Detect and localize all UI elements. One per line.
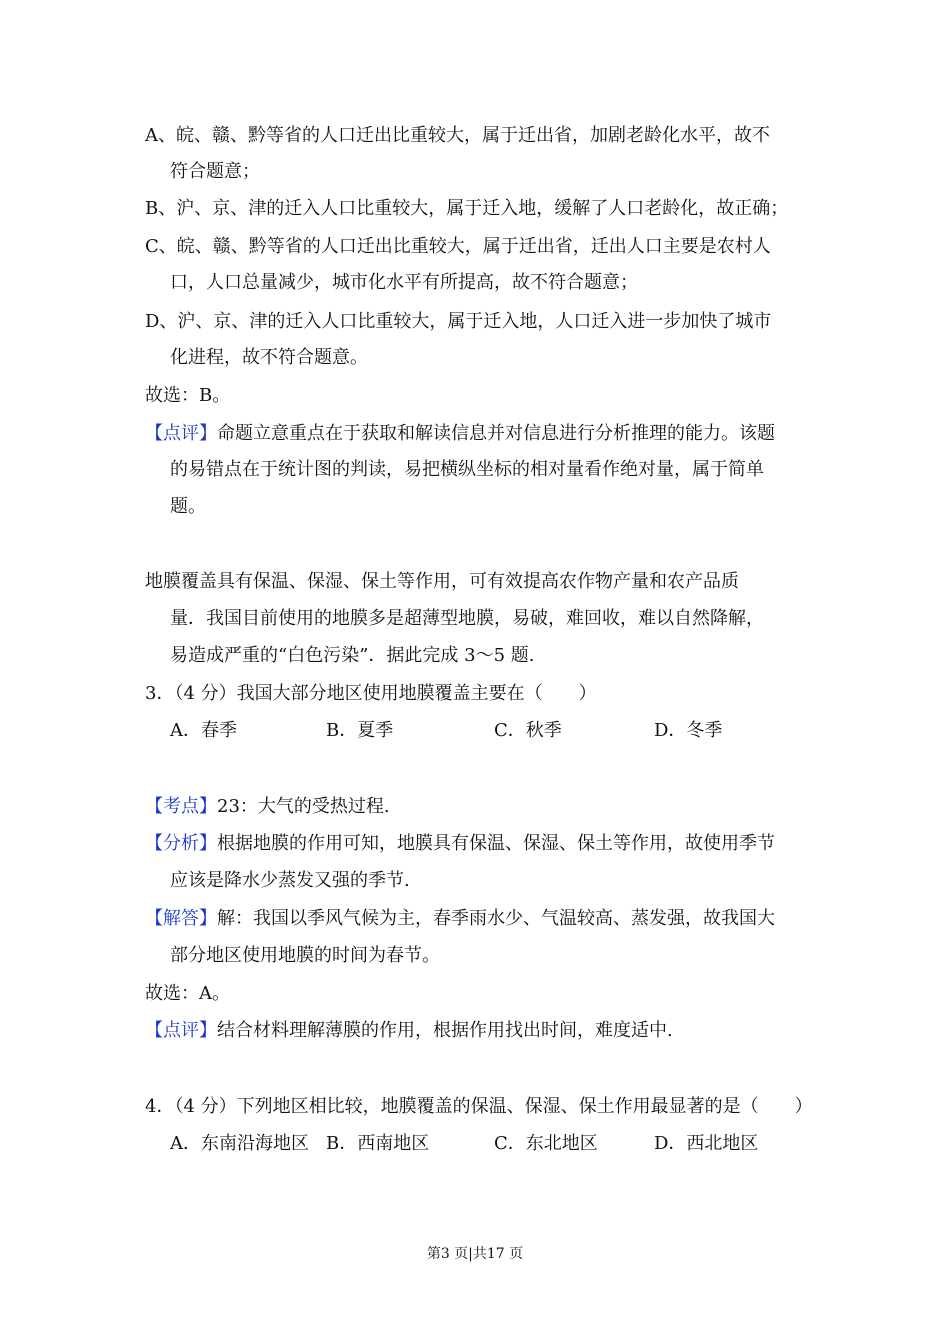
q4-option-c: C．东北地区 bbox=[494, 1133, 598, 1154]
dianping-text: 结合材料理解薄膜的作用，根据作用找出时间，难度适中. bbox=[217, 1020, 673, 1041]
material-line2: 量．我国目前使用的地膜多是超薄型地膜，易破，难回收，难以自然降解， bbox=[170, 608, 764, 629]
fenxi-text: 根据地膜的作用可知，地膜具有保温、保湿、保土等作用，故使用季节 bbox=[217, 833, 775, 854]
q3-fenxi-line1 bbox=[145, 832, 775, 856]
kaodian-text: 23：大气的受热过程. bbox=[217, 796, 390, 817]
material-line1: 地膜覆盖具有保温、保湿、保土等作用，可有效提高农作物产量和农产品质 bbox=[145, 571, 739, 592]
q3-jieda-line2: 部分地区使用地膜的时间为春节。 bbox=[170, 945, 440, 966]
comment-text: 命题立意重点在于获取和解读信息并对信息进行分析推理的能力。该题 bbox=[217, 423, 775, 444]
page-footer: 第3 页|共17 页 bbox=[426, 1246, 524, 1262]
q3-dianping bbox=[145, 1019, 673, 1043]
comment-tag: 【点评】 bbox=[145, 423, 217, 444]
dianping-tag: 【点评】 bbox=[145, 1020, 217, 1041]
option-c-analysis-line2: 口，人口总量减少，城市化水平有所提高，故不符合题意； bbox=[170, 272, 638, 293]
q4-option-b: B．西南地区 bbox=[326, 1133, 430, 1154]
option-c-analysis-line1: C、皖、赣、黔等省的人口迁出比重较大，属于迁出省，迁出人口主要是农村人 bbox=[145, 236, 771, 257]
q3-option-d: D．冬季 bbox=[654, 720, 723, 741]
fenxi-tag: 【分析】 bbox=[145, 833, 217, 854]
q3-kaodian bbox=[145, 795, 390, 819]
q3-option-b: B．夏季 bbox=[326, 720, 394, 741]
q3-answer: 故选：A。 bbox=[145, 983, 230, 1004]
prev-answer: 故选：B。 bbox=[145, 385, 231, 406]
prev-comment-line3: 题。 bbox=[170, 496, 206, 517]
option-a-analysis-line1: A、皖、赣、黔等省的人口迁出比重较大，属于迁出省，加剧老龄化水平，故不 bbox=[145, 125, 770, 146]
question-4-stem: 4．（4 分）下列地区相比较，地膜覆盖的保温、保湿、保土作用最显著的是（ ） bbox=[145, 1096, 813, 1117]
option-b-analysis-line1: B、沪、京、津的迁入人口比重较大，属于迁入地，缓解了人口老龄化，故正确； bbox=[145, 198, 789, 219]
q3-jieda-line1 bbox=[145, 907, 775, 931]
kaodian-tag: 【考点】 bbox=[145, 796, 217, 817]
option-d-analysis-line2: 化进程，故不符合题意。 bbox=[170, 347, 368, 368]
prev-comment-line2: 的易错点在于统计图的判读，易把横纵坐标的相对量看作绝对量，属于简单 bbox=[170, 459, 764, 480]
prev-comment-line1 bbox=[145, 422, 775, 446]
q3-option-a: A．春季 bbox=[170, 720, 237, 741]
q3-fenxi-line2: 应该是降水少蒸发又强的季节. bbox=[170, 870, 410, 891]
jieda-text: 解：我国以季风气候为主，春季雨水少、气温较高、蒸发强，故我国大 bbox=[217, 908, 775, 929]
jieda-tag: 【解答】 bbox=[145, 908, 217, 929]
q4-option-a: A．东南沿海地区 bbox=[170, 1133, 309, 1154]
q4-option-d: D．西北地区 bbox=[654, 1133, 759, 1154]
option-d-analysis-line1: D、沪、京、津的迁入人口比重较大，属于迁入地，人口迁入进一步加快了城市 bbox=[145, 311, 772, 332]
option-a-analysis-line2: 符合题意； bbox=[170, 161, 260, 182]
q3-option-c: C．秋季 bbox=[494, 720, 562, 741]
material-line3: 易造成严重的“白色污染”．据此完成 3～5 题. bbox=[170, 645, 535, 666]
question-3-stem: 3．（4 分）我国大部分地区使用地膜覆盖主要在（ ） bbox=[145, 683, 597, 704]
